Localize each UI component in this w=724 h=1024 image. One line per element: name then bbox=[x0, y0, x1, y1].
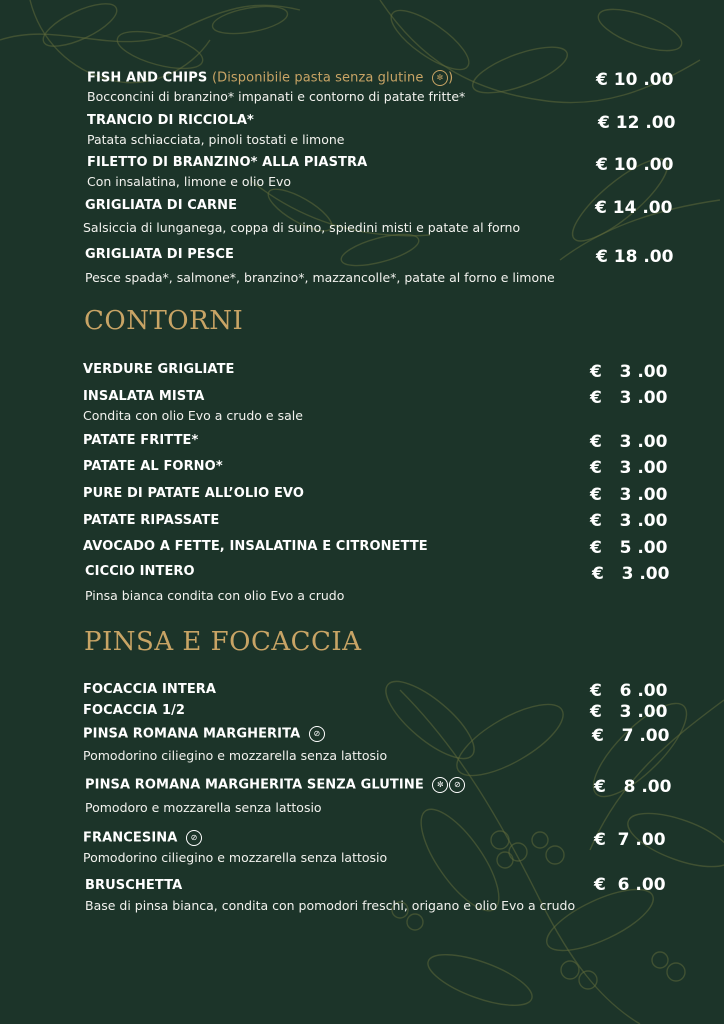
item-price: € 3 .00 bbox=[590, 388, 668, 408]
item-name: TRANCIO DI RICCIOLA* bbox=[87, 113, 254, 128]
item-name: GRIGLIATA DI CARNE bbox=[85, 198, 238, 213]
item-name: PATATE FRITTE* bbox=[83, 433, 199, 448]
item-description: Base di pinsa bianca, condita con pomodori freschi, origano e olio Evo a crudo bbox=[85, 898, 576, 913]
item-name: BRUSCHETTA bbox=[85, 878, 183, 893]
item-description: Con insalatina, limone e olio Evo bbox=[87, 174, 292, 189]
gluten-free-icon: ✼ bbox=[432, 777, 448, 793]
item-price: € 6 .00 bbox=[590, 681, 668, 701]
item-price: € 7 .00 bbox=[592, 726, 670, 746]
item-price: € 3 .00 bbox=[590, 362, 668, 382]
item-price: € 6 .00 bbox=[594, 875, 666, 895]
item-description: Pomodorino ciliegino e mozzarella senza lattosio bbox=[83, 850, 388, 865]
item-description: Pomodorino ciliegino e mozzarella senza lattosio bbox=[83, 748, 388, 763]
item-name: FILETTO DI BRANZINO* ALLA PIASTRA bbox=[87, 155, 368, 170]
item-price: € 18 .00 bbox=[596, 247, 674, 267]
item-price: € 8 .00 bbox=[594, 777, 672, 797]
item-name: INSALATA MISTA bbox=[83, 389, 205, 404]
item-name: PURE DI PATATE ALL’OLIO EVO bbox=[83, 486, 305, 501]
lactose-free-icon: ⊘ bbox=[186, 830, 202, 846]
item-price: € 3 .00 bbox=[590, 485, 668, 505]
item-price: € 3 .00 bbox=[590, 511, 668, 531]
item-price: € 3 .00 bbox=[590, 702, 668, 722]
item-description: Condita con olio Evo a crudo e sale bbox=[83, 408, 303, 423]
item-price: € 12 .00 bbox=[598, 113, 676, 133]
section-title-pinsa: PINSA E FOCACCIA bbox=[84, 627, 362, 657]
item-name: FOCACCIA INTERA bbox=[83, 682, 217, 697]
item-name: FOCACCIA 1/2 bbox=[83, 703, 186, 718]
item-name: FRANCESINA bbox=[83, 830, 178, 846]
item-name: PINSA ROMANA MARGHERITA SENZA GLUTINE bbox=[85, 777, 424, 793]
section-title-contorni: CONTORNI bbox=[84, 306, 244, 336]
item-description: Bocconcini di branzino* impanati e contorno di patate fritte* bbox=[87, 89, 466, 104]
wheat-icon: ✼ bbox=[432, 70, 448, 86]
item-name: PATATE AL FORNO* bbox=[83, 459, 223, 474]
item-price: € 3 .00 bbox=[590, 432, 668, 452]
item-description: Pinsa bianca condita con olio Evo a crudo bbox=[85, 588, 345, 603]
item-price: € 3 .00 bbox=[590, 458, 668, 478]
item-name: VERDURE GRIGLIATE bbox=[83, 362, 235, 377]
item-price: € 10 .00 bbox=[596, 155, 674, 175]
item-name: CICCIO INTERO bbox=[85, 564, 195, 579]
item-name: GRIGLIATA DI PESCE bbox=[85, 247, 234, 262]
lactose-free-icon: ⊘ bbox=[449, 777, 465, 793]
lactose-free-icon: ⊘ bbox=[309, 726, 325, 742]
item-price: € 10 .00 bbox=[596, 70, 674, 90]
item-name: PINSA ROMANA MARGHERITA bbox=[83, 726, 301, 742]
item-price: € 3 .00 bbox=[592, 564, 670, 584]
item-note-end: ) bbox=[448, 70, 454, 86]
item-description: Patata schiacciata, pinoli tostati e limone bbox=[87, 132, 345, 147]
item-description: Salsiccia di lunganega, coppa di suino, spiedini misti e patate al forno bbox=[83, 220, 521, 235]
item-price: € 7 .00 bbox=[594, 830, 666, 850]
item-price: € 5 .00 bbox=[590, 538, 668, 558]
item-description: Pomodoro e mozzarella senza lattosio bbox=[85, 800, 322, 815]
item-name: FISH AND CHIPS bbox=[87, 70, 208, 86]
item-description: Pesce spada*, salmone*, branzino*, mazzancolle*, patate al forno e limone bbox=[85, 270, 555, 285]
item-price: € 14 .00 bbox=[595, 198, 673, 218]
item-name: PATATE RIPASSATE bbox=[83, 513, 220, 528]
item-note: (Disponibile pasta senza glutine bbox=[211, 70, 424, 86]
item-name: AVOCADO A FETTE, INSALATINA E CITRONETTE bbox=[83, 539, 428, 554]
